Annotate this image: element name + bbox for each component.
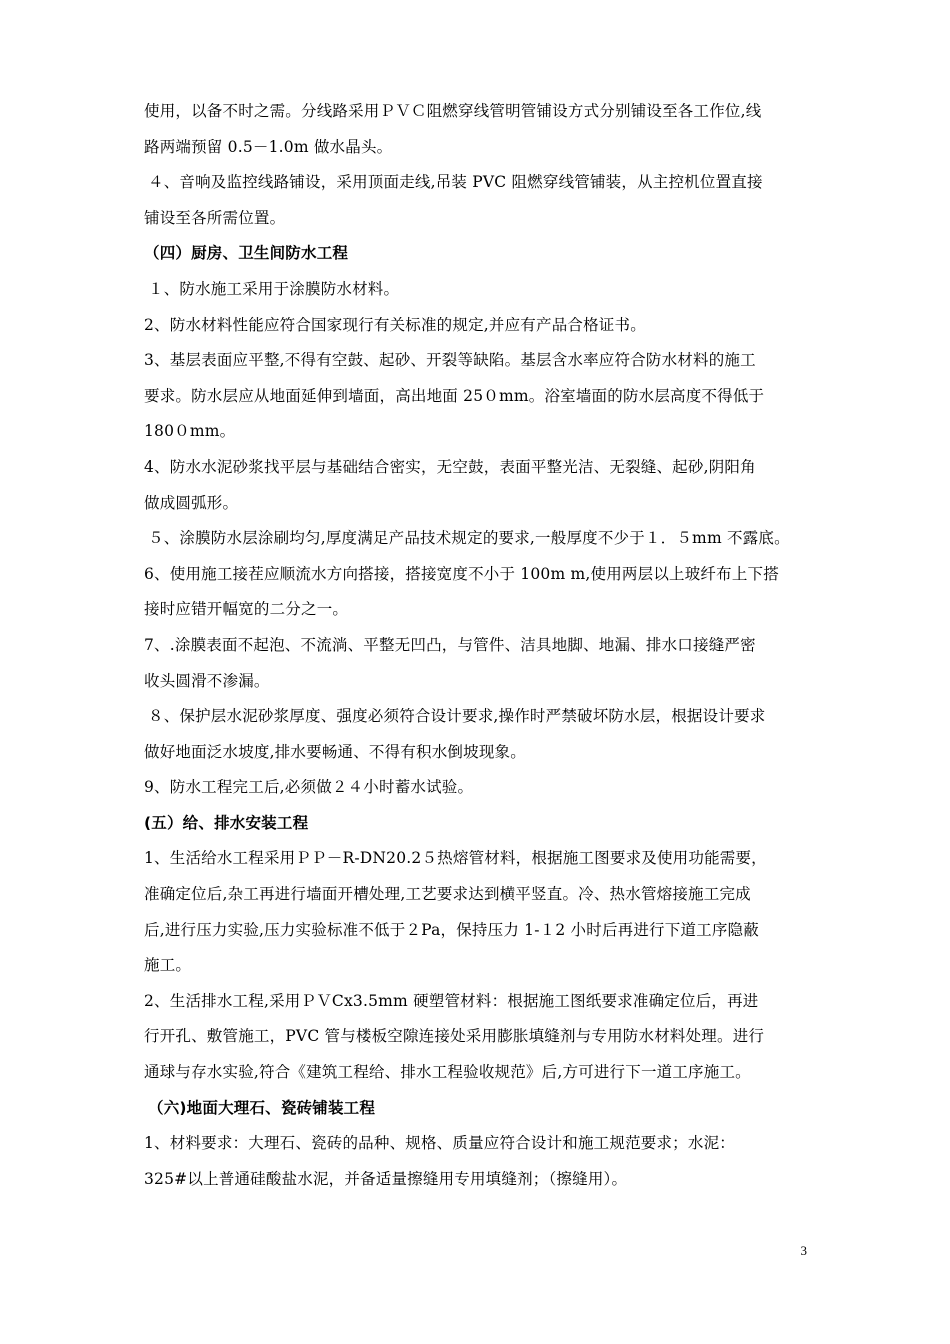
page-number: 3 <box>800 1243 807 1258</box>
text-line: 接时应错开幅宽的二分之一。 <box>144 600 349 619</box>
text-line: 1、材料要求：大理石、瓷砖的品种、规格、质量应符合设计和施工规范要求；水泥： <box>144 1134 735 1153</box>
text-line: 施工。 <box>144 956 192 975</box>
text-line: 通球与存水实验,符合《建筑工程给、排水工程验收规范》后,方可进行下一道工序施工。 <box>144 1063 751 1082</box>
text-line: ８、保护层水泥砂浆厚度、强度必须符合设计要求,操作时严禁破坏防水层，根据设计要求 <box>148 707 766 726</box>
text-line: 准确定位后,杂工再进行墙面开槽处理,工艺要求达到横平竖直。冷、热水管熔接施工完成 <box>144 885 751 904</box>
text-line: 2、防水材料性能应符合国家现行有关标准的规定,并应有产品合格证书。 <box>144 315 646 334</box>
text-line: 收头圆滑不渗漏。 <box>144 671 270 690</box>
text-line: 4、防水水泥砂浆找平层与基础结合密实，无空鼓，表面平整光洁、无裂缝、起砂,阴阳角 <box>144 457 756 476</box>
text-line: 2、生活排水工程,采用ＰＶCx3.5mm 硬塑管材料：根据施工图纸要求准确定位后，再进 <box>144 991 759 1010</box>
document-body <box>144 94 824 1197</box>
text-line: 9、防水工程完工后,必须做２４小时蓄水试验。 <box>144 778 474 797</box>
section-heading: （六)地面大理石、瓷砖铺装工程 <box>148 1098 376 1117</box>
text-line: １、防水施工采用于涂膜防水材料。 <box>148 279 400 298</box>
text-line: 后,进行压力实验,压力实验标准不低于２Pa，保持压力 1-１2 小时后再进行下道工序隐蔽 <box>144 920 759 939</box>
text-line: 做好地面泛水坡度,排水要畅通、不得有积水倒坡现象。 <box>144 742 526 761</box>
text-line: 6、使用施工接茬应顺流水方向搭接，搭接宽度不小于 100m m,使用两层以上玻纤布上下搭 <box>144 564 779 583</box>
text-line: 3、基层表面应平整,不得有空鼓、起砂、开裂等缺陷。基层含水率应符合防水材料的施工 <box>144 351 756 370</box>
text-line: 使用，以备不时之需。分线路采用ＰＶＣ阻燃穿线管明管铺设方式分别铺设至各工作位,线 <box>144 102 762 120</box>
text-line: 要求。防水层应从地面延伸到墙面，高出地面 25０mm。浴室墙面的防水层高度不得低于 <box>144 386 765 405</box>
text-line: ５、涂膜防水层涂刷均匀,厚度满足产品技术规定的要求,一般厚度不少于１．５mm 不露底。 <box>148 529 790 548</box>
text-line: ４、音响及监控线路铺设，采用顶面走线,吊装 PVC 阻燃穿线管铺装，从主控机位置直接 <box>148 173 763 192</box>
section-heading: (五）给、排水安装工程 <box>144 813 309 832</box>
text-line: 路两端预留 0.5－1.0m 做水晶头。 <box>144 137 393 156</box>
text-line: 325#以上普通硅酸盐水泥，并备适量擦缝用专用填缝剂；（擦缝用）。 <box>144 1169 628 1188</box>
text-line: 7、.涂膜表面不起泡、不流淌、平整无凹凸，与管件、洁具地脚、地漏、排水口接缝严密 <box>144 635 756 654</box>
text-line: 铺设至各所需位置。 <box>144 208 286 227</box>
text-line: 做成圆弧形。 <box>144 493 239 512</box>
section-heading: （四）厨房、卫生间防水工程 <box>144 244 349 263</box>
text-line: 180０mm。 <box>144 422 236 441</box>
text-line: 1、生活给水工程采用ＰＰ－R-DN20.2５热熔管材料，根据施工图要求及使用功能需要， <box>144 849 767 868</box>
text-line: 行开孔、敷管施工，PVC 管与楼板空隙连接处采用膨胀填缝剂与专用防水材料处理。进行 <box>144 1027 765 1046</box>
